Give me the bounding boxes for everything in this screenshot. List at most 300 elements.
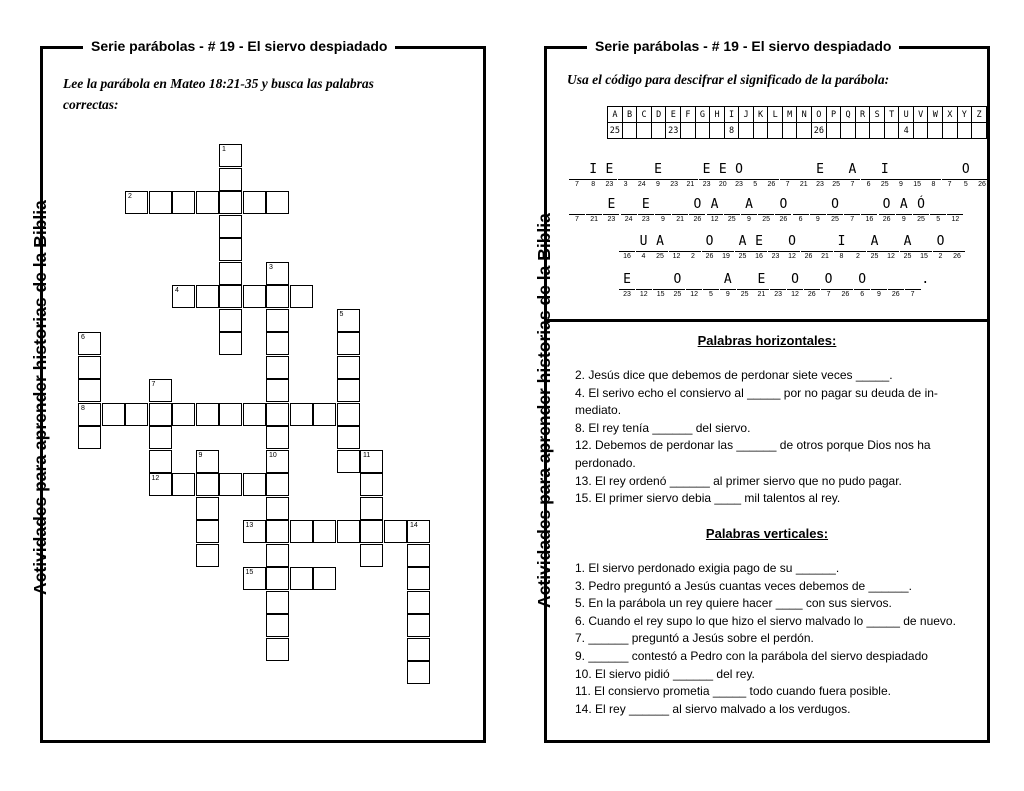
code-slot[interactable] xyxy=(867,233,883,265)
code-slot[interactable] xyxy=(650,161,666,193)
slot-letter xyxy=(569,161,585,179)
code-slot[interactable] xyxy=(682,161,698,193)
slot-number: 2 xyxy=(856,253,860,260)
code-slot[interactable] xyxy=(621,196,637,228)
crossword-cell[interactable] xyxy=(243,191,266,214)
slot-letter: A xyxy=(710,197,719,212)
crossword-cell[interactable] xyxy=(78,426,101,449)
slot-letter xyxy=(810,196,826,214)
slot-letter xyxy=(844,196,860,214)
crossword-cell[interactable] xyxy=(219,473,242,496)
slot-number: 7 xyxy=(575,181,579,188)
code-slot[interactable] xyxy=(731,161,747,193)
crossword-cell[interactable] xyxy=(149,403,172,426)
crossword-cell[interactable] xyxy=(266,567,289,590)
code-slot[interactable] xyxy=(768,233,784,265)
code-slot[interactable] xyxy=(947,196,963,228)
slot-number: 5 xyxy=(936,216,941,223)
slot-number: 12 xyxy=(672,253,681,260)
code-slot[interactable] xyxy=(672,196,688,228)
slot-letter xyxy=(747,161,763,179)
code-slot[interactable] xyxy=(737,271,753,303)
slot-number: 9 xyxy=(661,216,665,223)
crossword-cell[interactable] xyxy=(78,356,101,379)
slot-number: 21 xyxy=(676,216,685,223)
code-letter-cell: R xyxy=(855,107,870,123)
slot-number: 7 xyxy=(575,216,579,223)
code-slot[interactable] xyxy=(974,161,990,193)
crossword-cell[interactable] xyxy=(407,614,430,637)
slot-letter xyxy=(619,233,635,251)
crossword-cell[interactable] xyxy=(266,191,289,214)
crossword-cell[interactable] xyxy=(266,332,289,355)
slot-number: 19 xyxy=(722,253,730,260)
crossword-cell[interactable] xyxy=(172,191,195,214)
code-slot[interactable] xyxy=(900,233,916,265)
code-slot[interactable] xyxy=(735,233,751,265)
crossword-cell[interactable] xyxy=(219,309,242,332)
slot-number: 7 xyxy=(947,181,952,188)
code-slot[interactable] xyxy=(793,196,809,228)
crossword-cell[interactable] xyxy=(196,450,219,473)
crossword-cell[interactable] xyxy=(196,497,219,520)
code-slot[interactable] xyxy=(780,161,796,193)
slot-number: 5 xyxy=(753,181,758,188)
code-slot[interactable] xyxy=(909,161,925,193)
code-letter-cell: H xyxy=(710,107,725,123)
clue-item: 5. En la parábola un rey quiere hacer ____ con sus siervos. xyxy=(575,596,892,611)
crossword-clue-number: 13 xyxy=(245,522,254,529)
code-value-cell[interactable] xyxy=(884,123,899,139)
crossword-cell[interactable] xyxy=(266,285,289,308)
crossword-cell[interactable] xyxy=(266,262,289,285)
crossword-cell[interactable] xyxy=(219,332,242,355)
code-slot[interactable] xyxy=(844,161,860,193)
crossword-cell[interactable] xyxy=(266,403,289,426)
code-slot[interactable] xyxy=(837,271,853,303)
code-slot[interactable] xyxy=(812,161,828,193)
code-slot[interactable] xyxy=(753,271,769,303)
slot-number: 23 xyxy=(735,181,743,188)
code-slot[interactable] xyxy=(844,196,860,228)
crossword-clue-number: 4 xyxy=(175,287,179,294)
slot-letter: O xyxy=(824,272,833,287)
crossword-cell[interactable] xyxy=(407,544,430,567)
crossword-cell[interactable] xyxy=(337,332,360,355)
code-slot[interactable] xyxy=(666,161,682,193)
code-slot[interactable] xyxy=(861,196,877,228)
code-value-cell[interactable] xyxy=(855,123,870,139)
crossword-cell[interactable] xyxy=(149,450,172,473)
code-letter-cell: W xyxy=(928,107,943,123)
slot-number: 16 xyxy=(865,216,874,223)
crossword-cell[interactable] xyxy=(266,520,289,543)
code-slot[interactable] xyxy=(958,161,974,193)
crossword-cell[interactable] xyxy=(266,309,289,332)
crossword-cell[interactable] xyxy=(407,638,430,661)
code-value-cell[interactable]: 25 xyxy=(608,123,623,139)
crossword-cell[interactable] xyxy=(407,591,430,614)
code-slot[interactable] xyxy=(569,196,585,228)
code-value-cell[interactable] xyxy=(710,123,725,139)
crossword-cell[interactable] xyxy=(196,544,219,567)
crossword-cell[interactable] xyxy=(219,191,242,214)
crossword-cell[interactable] xyxy=(360,473,383,496)
slot-number: 23 xyxy=(623,291,631,298)
slot-number: 21 xyxy=(686,181,695,188)
crossword-cell[interactable] xyxy=(337,403,360,426)
code-slot[interactable] xyxy=(787,271,803,303)
code-slot[interactable] xyxy=(703,271,719,303)
code-slot[interactable] xyxy=(720,271,736,303)
crossword-cell[interactable] xyxy=(337,309,360,332)
code-slot[interactable] xyxy=(888,271,904,303)
code-slot[interactable] xyxy=(854,271,870,303)
slot-number: 9 xyxy=(747,216,751,223)
crossword-cell[interactable] xyxy=(290,520,313,543)
crossword-cell[interactable] xyxy=(266,473,289,496)
crossword-cell[interactable] xyxy=(125,403,148,426)
code-slot[interactable] xyxy=(653,271,669,303)
code-value-cell[interactable]: 23 xyxy=(666,123,681,139)
crossword-cell[interactable] xyxy=(125,191,148,214)
crossword-cell[interactable] xyxy=(337,520,360,543)
code-slot[interactable] xyxy=(669,233,685,265)
code-slot[interactable] xyxy=(930,196,946,228)
slot-number: 12 xyxy=(690,291,699,298)
code-slot[interactable] xyxy=(763,161,779,193)
code-slot[interactable] xyxy=(883,233,899,265)
crossword-cell[interactable] xyxy=(149,426,172,449)
code-slot[interactable] xyxy=(636,271,652,303)
code-slot[interactable] xyxy=(724,196,740,228)
code-value-cell[interactable]: 4 xyxy=(899,123,914,139)
slot-letter: E xyxy=(605,162,614,177)
crossword-cell[interactable] xyxy=(243,403,266,426)
code-value-cell[interactable] xyxy=(826,123,841,139)
crossword-clue-number: 1 xyxy=(222,146,226,153)
slot-number: 21 xyxy=(821,253,829,260)
clue-item: 11. El consiervo prometia _____ todo cuando fuera posible. xyxy=(575,684,891,699)
crossword-cell[interactable] xyxy=(219,285,242,308)
code-slot[interactable] xyxy=(619,271,635,303)
code-slot[interactable] xyxy=(796,161,812,193)
code-slot[interactable] xyxy=(718,233,734,265)
code-letter-cell: A xyxy=(608,107,623,123)
code-slot[interactable] xyxy=(821,271,837,303)
slot-letter xyxy=(618,161,634,179)
code-slot[interactable] xyxy=(685,233,701,265)
code-slot[interactable] xyxy=(707,196,723,228)
slot-number: 7 xyxy=(910,291,915,298)
code-slot[interactable] xyxy=(775,196,791,228)
code-slot[interactable] xyxy=(619,233,635,265)
code-slot[interactable] xyxy=(669,271,685,303)
crossword-cell[interactable] xyxy=(290,567,313,590)
code-value-cell[interactable] xyxy=(753,123,768,139)
code-slot[interactable] xyxy=(896,196,912,228)
slot-letter: O xyxy=(779,197,788,212)
slot-number: 25 xyxy=(880,181,889,188)
crossword-cell[interactable] xyxy=(243,520,266,543)
crossword-cell[interactable] xyxy=(78,332,101,355)
crossword-cell[interactable] xyxy=(196,403,219,426)
crossword-cell[interactable] xyxy=(384,520,407,543)
slot-number: 8 xyxy=(591,181,596,188)
code-slot[interactable] xyxy=(913,196,929,228)
code-slot[interactable] xyxy=(702,233,718,265)
crossword-cell[interactable] xyxy=(219,144,242,167)
code-value-cell[interactable] xyxy=(622,123,637,139)
crossword-cell[interactable] xyxy=(78,379,101,402)
slot-letter xyxy=(718,233,734,251)
code-slot[interactable] xyxy=(817,233,833,265)
slot-letter xyxy=(770,271,786,289)
code-slot[interactable] xyxy=(893,161,909,193)
slot-letter xyxy=(669,233,685,251)
slot-letter xyxy=(850,233,866,251)
code-slot[interactable] xyxy=(827,196,843,228)
crossword-clue-number: 6 xyxy=(81,334,85,341)
slot-number: 7 xyxy=(785,181,790,188)
code-value-cell[interactable] xyxy=(928,123,943,139)
right-panel-title: Serie parábolas - # 19 - El siervo despiadado xyxy=(587,36,899,56)
slot-number: 26 xyxy=(841,291,850,298)
code-letter-cell: G xyxy=(695,107,710,123)
slot-letter xyxy=(682,161,698,179)
code-slot[interactable] xyxy=(871,271,887,303)
slot-letter: O xyxy=(735,162,743,177)
crossword-cell[interactable] xyxy=(149,473,172,496)
slot-number: 23 xyxy=(702,181,711,188)
code-value-cell[interactable] xyxy=(768,123,783,139)
code-value-cell[interactable] xyxy=(943,123,958,139)
code-slot[interactable] xyxy=(655,196,671,228)
crossword-cell[interactable] xyxy=(360,544,383,567)
crossword-cell[interactable] xyxy=(313,403,336,426)
slot-letter xyxy=(634,161,650,179)
code-slot[interactable] xyxy=(636,233,652,265)
code-slot[interactable] xyxy=(741,196,757,228)
code-value-cell[interactable]: 8 xyxy=(724,123,739,139)
crossword-cell[interactable] xyxy=(172,285,195,308)
crossword-cell[interactable] xyxy=(266,544,289,567)
code-slot[interactable] xyxy=(861,161,877,193)
code-letter-cell: L xyxy=(768,107,783,123)
crossword-cell[interactable] xyxy=(172,403,195,426)
slot-number: 25 xyxy=(673,291,682,298)
crossword-cell[interactable] xyxy=(360,497,383,520)
code-slot[interactable] xyxy=(715,161,731,193)
crossword-cell[interactable] xyxy=(219,403,242,426)
code-slot[interactable] xyxy=(586,196,602,228)
crossword-cell[interactable] xyxy=(219,262,242,285)
code-value-cell[interactable] xyxy=(681,123,696,139)
code-value-cell[interactable]: 26 xyxy=(811,123,826,139)
code-slot[interactable] xyxy=(949,233,965,265)
crossword-cell[interactable] xyxy=(407,661,430,684)
crossword-cell[interactable] xyxy=(196,473,219,496)
slot-letter xyxy=(974,161,990,179)
crossword-cell[interactable] xyxy=(219,215,242,238)
slot-number: 26 xyxy=(978,181,986,188)
slot-number: 9 xyxy=(877,291,881,298)
crossword-cell[interactable] xyxy=(266,497,289,520)
crossword-cell[interactable] xyxy=(78,403,101,426)
code-slot[interactable] xyxy=(916,233,932,265)
code-slot[interactable] xyxy=(804,271,820,303)
crossword-cell[interactable] xyxy=(266,379,289,402)
slot-number: 2 xyxy=(938,253,943,260)
slot-letter: E xyxy=(755,234,763,249)
crossword-cell[interactable] xyxy=(360,520,383,543)
crossword-cell[interactable] xyxy=(407,567,430,590)
code-value-cell[interactable] xyxy=(870,123,885,139)
slot-letter xyxy=(569,196,585,214)
code-value-cell[interactable] xyxy=(957,123,972,139)
crossword-cell[interactable] xyxy=(360,450,383,473)
crossword-cell[interactable] xyxy=(337,356,360,379)
crossword-cell[interactable] xyxy=(219,168,242,191)
code-slot[interactable] xyxy=(652,233,668,265)
code-slot[interactable] xyxy=(751,233,767,265)
code-value-cell[interactable] xyxy=(972,123,987,139)
crossword-cell[interactable] xyxy=(290,403,313,426)
clue-item: 15. El primer siervo debia ____ mil talentos al rey. xyxy=(575,491,841,506)
slot-letter xyxy=(793,196,809,214)
code-slot[interactable] xyxy=(879,196,895,228)
code-value-cell[interactable] xyxy=(782,123,797,139)
code-slot[interactable] xyxy=(784,233,800,265)
crossword-cell[interactable] xyxy=(266,591,289,614)
code-slot[interactable] xyxy=(689,196,705,228)
crossword-cell[interactable] xyxy=(243,285,266,308)
slot-number: 9 xyxy=(901,216,906,223)
crossword-cell[interactable] xyxy=(313,520,336,543)
clue-item: 14. El rey ______ al siervo malvado a los verdugos. xyxy=(575,701,851,716)
code-slot[interactable] xyxy=(828,161,844,193)
code-slot[interactable] xyxy=(942,161,958,193)
slot-number: 26 xyxy=(693,216,702,223)
slot-number: 20 xyxy=(718,181,727,188)
crossword-cell[interactable] xyxy=(266,426,289,449)
slot-number: 23 xyxy=(774,291,783,298)
slot-letter: A xyxy=(745,197,753,212)
code-slot[interactable] xyxy=(601,161,617,193)
crossword-cell[interactable] xyxy=(290,285,313,308)
crossword-cell[interactable] xyxy=(337,426,360,449)
code-slot[interactable] xyxy=(905,271,921,303)
crossword-cell[interactable] xyxy=(313,567,336,590)
crossword-cell[interactable] xyxy=(102,403,125,426)
code-slot[interactable] xyxy=(758,196,774,228)
crossword-cell[interactable] xyxy=(172,473,195,496)
code-letter-cell: D xyxy=(651,107,666,123)
slot-letter xyxy=(905,271,921,289)
code-slot[interactable] xyxy=(933,233,949,265)
crossword-cell[interactable] xyxy=(407,520,430,543)
coded-row xyxy=(547,196,987,236)
slot-number: 2 xyxy=(691,253,695,260)
slot-letter: A xyxy=(899,197,908,212)
crossword-cell[interactable] xyxy=(243,567,266,590)
code-slot[interactable] xyxy=(877,161,893,193)
code-slot[interactable] xyxy=(770,271,786,303)
crossword-cell[interactable] xyxy=(196,191,219,214)
code-slot[interactable] xyxy=(699,161,715,193)
slot-letter: O xyxy=(882,197,891,212)
crossword-cell[interactable] xyxy=(219,238,242,261)
slot-letter: O xyxy=(705,234,714,249)
crossword-cell[interactable] xyxy=(149,379,172,402)
code-slot[interactable] xyxy=(850,233,866,265)
crossword-clue-number: 15 xyxy=(245,569,254,576)
crossword-cell[interactable] xyxy=(266,638,289,661)
code-slot[interactable] xyxy=(618,161,634,193)
slot-number: 7 xyxy=(850,216,855,223)
crossword-cell[interactable] xyxy=(266,614,289,637)
vertical-clues-list xyxy=(575,560,965,718)
code-value-cell[interactable] xyxy=(695,123,710,139)
code-letter-cell: X xyxy=(943,107,958,123)
code-slot[interactable] xyxy=(686,271,702,303)
slot-number: 9 xyxy=(815,216,820,223)
slot-letter: E xyxy=(718,162,727,177)
code-slot[interactable] xyxy=(925,161,941,193)
code-slot[interactable] xyxy=(569,161,585,193)
code-slot[interactable] xyxy=(638,196,654,228)
slot-number: 9 xyxy=(899,181,903,188)
slot-number: 21 xyxy=(590,216,599,223)
code-slot[interactable] xyxy=(747,161,763,193)
code-value-cell[interactable] xyxy=(841,123,856,139)
crossword-clue-number: 2 xyxy=(128,193,132,200)
code-value-cell[interactable] xyxy=(651,123,666,139)
horizontal-clues-list xyxy=(575,367,965,508)
code-slot[interactable] xyxy=(801,233,817,265)
crossword-cell[interactable] xyxy=(266,356,289,379)
left-panel-title: Serie parábolas - # 19 - El siervo despiadado xyxy=(83,36,395,56)
crossword-cell[interactable] xyxy=(196,520,219,543)
slot-number: 12 xyxy=(791,291,799,298)
slot-letter: O xyxy=(673,272,682,287)
crossword-cell[interactable] xyxy=(149,191,172,214)
code-value-cell[interactable] xyxy=(637,123,652,139)
code-slot[interactable] xyxy=(634,161,650,193)
slot-letter xyxy=(817,233,833,251)
code-slot[interactable] xyxy=(585,161,601,193)
slot-number: 12 xyxy=(788,253,796,260)
code-letter-cell: S xyxy=(870,107,885,123)
crossword-cell[interactable] xyxy=(337,450,360,473)
message-period xyxy=(921,271,937,303)
crossword-cell[interactable] xyxy=(243,473,266,496)
slot-number: 6 xyxy=(866,181,871,188)
crossword-cell[interactable] xyxy=(196,285,219,308)
slot-letter: E xyxy=(607,197,616,212)
crossword-cell[interactable] xyxy=(337,379,360,402)
code-value-cell[interactable] xyxy=(913,123,928,139)
code-letter-cell: M xyxy=(782,107,797,123)
slot-letter xyxy=(804,271,820,289)
crossword-cell[interactable] xyxy=(266,450,289,473)
code-value-cell[interactable] xyxy=(797,123,812,139)
code-letter-cell: P xyxy=(826,107,841,123)
code-slot[interactable] xyxy=(834,233,850,265)
code-value-cell[interactable] xyxy=(739,123,754,139)
code-slot[interactable] xyxy=(810,196,826,228)
code-slot[interactable] xyxy=(603,196,619,228)
